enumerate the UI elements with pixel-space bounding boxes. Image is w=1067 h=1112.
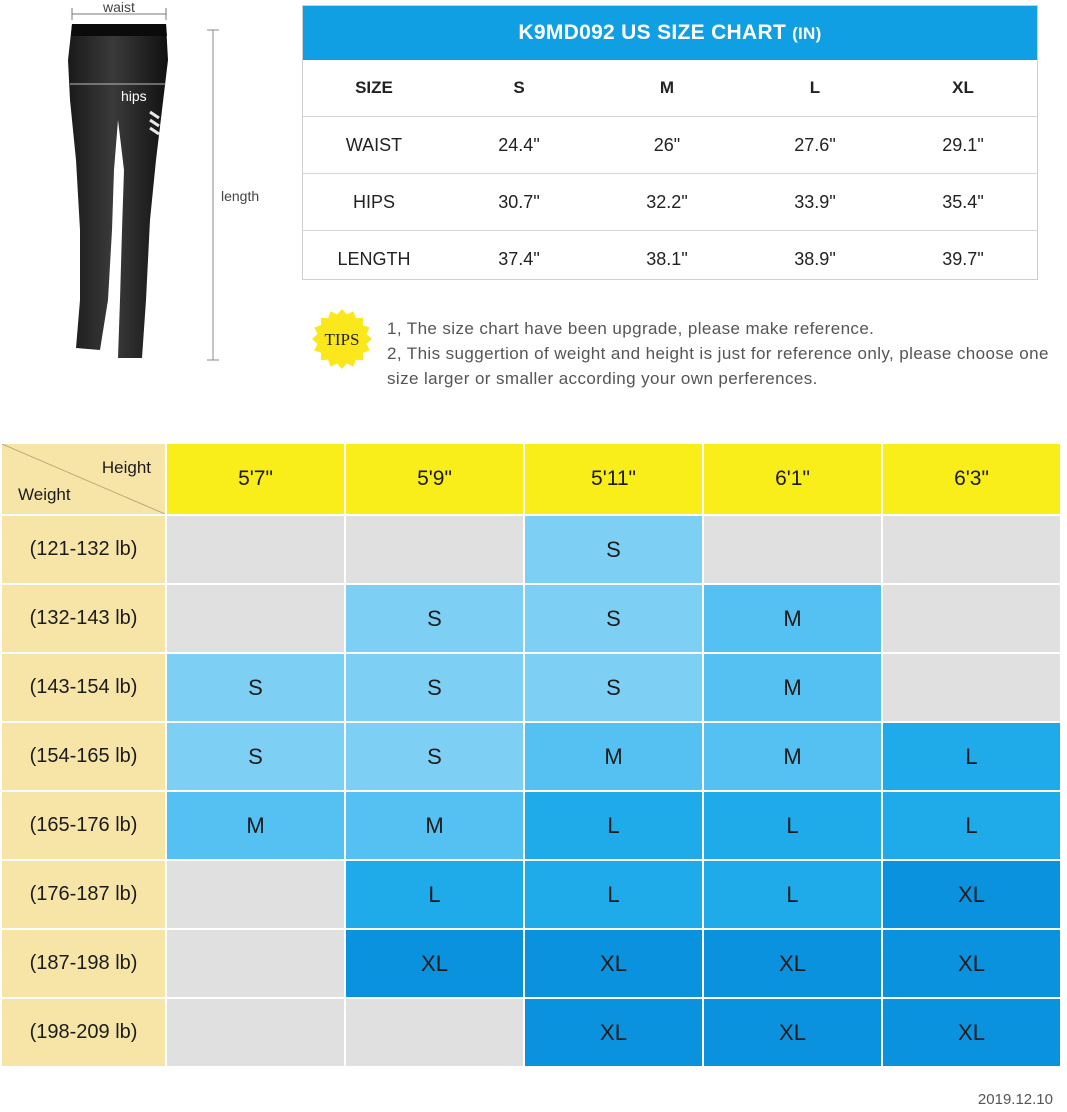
pants-figure (0, 0, 290, 370)
size-recommendation-cell: S (525, 585, 702, 652)
height-header-cell: 5'7" (167, 444, 344, 514)
empty-cell (167, 861, 344, 928)
size-column-header: SIZE (355, 78, 393, 97)
measurement-value: 38.1" (646, 248, 688, 269)
size-recommendation-cell: XL (883, 999, 1060, 1066)
height-weight-size-grid (2, 444, 1060, 1066)
size-header-cell: L (809, 78, 821, 97)
empty-cell (167, 516, 344, 583)
weight-row-header: (198-209 lb) (2, 999, 165, 1066)
size-recommendation-cell: XL (525, 999, 702, 1066)
size-recommendation-cell: XL (883, 930, 1060, 997)
tips-badge-icon (311, 308, 373, 370)
weight-row-header: (165-176 lb) (2, 792, 165, 859)
size-chart-unit: (IN) (792, 24, 822, 43)
height-axis-label: Height (101, 458, 151, 477)
size-recommendation-cell: S (167, 654, 344, 721)
size-recommendation-cell: M (525, 723, 702, 790)
empty-cell (167, 999, 344, 1066)
size-chart-title-text: K9MD092 US SIZE CHART (518, 21, 787, 44)
size-recommendation-cell: L (346, 861, 523, 928)
empty-cell (167, 930, 344, 997)
size-recommendation-cell: S (525, 654, 702, 721)
size-header-cell: M (659, 78, 675, 97)
size-chart-header-row (303, 60, 1037, 116)
empty-cell (704, 516, 881, 583)
weight-row-header: (143-154 lb) (2, 654, 165, 721)
size-recommendation-cell: L (704, 792, 881, 859)
weight-row-header: (176-187 lb) (2, 861, 165, 928)
measurement-value: 30.7" (498, 191, 540, 212)
weight-axis-label: Weight (18, 485, 71, 504)
size-recommendation-cell: M (704, 723, 881, 790)
size-recommendation-cell: XL (704, 930, 881, 997)
size-recommendation-cell: S (167, 723, 344, 790)
measurement-value: 38.9" (794, 248, 836, 269)
tip-line-2: 2, This suggertion of weight and height is just for reference only, please choose one size larger or smaller according your own perferences. (387, 344, 1049, 388)
empty-cell (883, 654, 1060, 721)
tip-line-1: 1, The size chart have been upgrade, please make reference. (387, 319, 875, 338)
size-recommendation-cell: M (704, 654, 881, 721)
measurement-row (303, 230, 1037, 287)
hips-label: hips (121, 88, 147, 104)
weight-row-header: (154-165 lb) (2, 723, 165, 790)
measurement-value: 26" (653, 134, 681, 155)
size-recommendation-cell: L (525, 792, 702, 859)
measurement-value: 33.9" (794, 191, 836, 212)
size-recommendation-cell: L (883, 792, 1060, 859)
weight-row-header: (121-132 lb) (2, 516, 165, 583)
empty-cell (883, 585, 1060, 652)
grid-corner-header (2, 444, 165, 514)
height-header-cell: 6'1" (704, 444, 881, 514)
size-recommendation-cell: XL (883, 861, 1060, 928)
measurement-value: 37.4" (498, 248, 540, 269)
size-recommendation-cell: XL (704, 999, 881, 1066)
size-recommendation-cell: L (704, 861, 881, 928)
waist-label: waist (103, 0, 135, 15)
size-recommendation-cell: XL (346, 930, 523, 997)
size-recommendation-cell: M (167, 792, 344, 859)
empty-cell (346, 516, 523, 583)
cycling-pants-image (0, 0, 290, 370)
size-recommendation-cell: S (346, 654, 523, 721)
weight-row-header: (187-198 lb) (2, 930, 165, 997)
empty-cell (883, 516, 1060, 583)
size-chart-title (303, 6, 1037, 60)
size-measurement-table (302, 5, 1038, 280)
measurement-label: HIPS (352, 191, 395, 212)
measurement-label: LENGTH (337, 248, 411, 269)
tips-badge-label: TIPS (324, 330, 360, 349)
measurement-row (303, 173, 1037, 230)
size-chart-body (303, 60, 1037, 287)
size-header-cell: XL (952, 78, 974, 97)
empty-cell (167, 585, 344, 652)
size-header-cell: S (513, 78, 525, 97)
measurement-label: WAIST (345, 134, 403, 155)
size-recommendation-cell: L (525, 861, 702, 928)
length-label: length (221, 188, 260, 204)
size-recommendation-cell: M (704, 585, 881, 652)
measurement-row (303, 116, 1037, 173)
size-recommendation-cell: S (346, 585, 523, 652)
size-recommendation-cell: M (346, 792, 523, 859)
tips-text (387, 316, 1052, 391)
height-header-cell: 5'9" (346, 444, 523, 514)
measurement-value: 32.2" (646, 191, 688, 212)
empty-cell (346, 999, 523, 1066)
size-recommendation-cell: S (525, 516, 702, 583)
measurement-value: 35.4" (942, 191, 984, 212)
height-header-cell: 6'3" (883, 444, 1060, 514)
size-recommendation-cell: XL (525, 930, 702, 997)
size-recommendation-cell: S (346, 723, 523, 790)
height-header-cell: 5'11" (525, 444, 702, 514)
size-recommendation-cell: L (883, 723, 1060, 790)
measurement-value: 24.4" (498, 134, 540, 155)
measurement-value: 39.7" (942, 248, 984, 269)
measurement-value: 27.6" (794, 134, 836, 155)
measurement-value: 29.1" (942, 134, 984, 155)
weight-row-header: (132-143 lb) (2, 585, 165, 652)
chart-date: 2019.12.10 (977, 1091, 1053, 1108)
